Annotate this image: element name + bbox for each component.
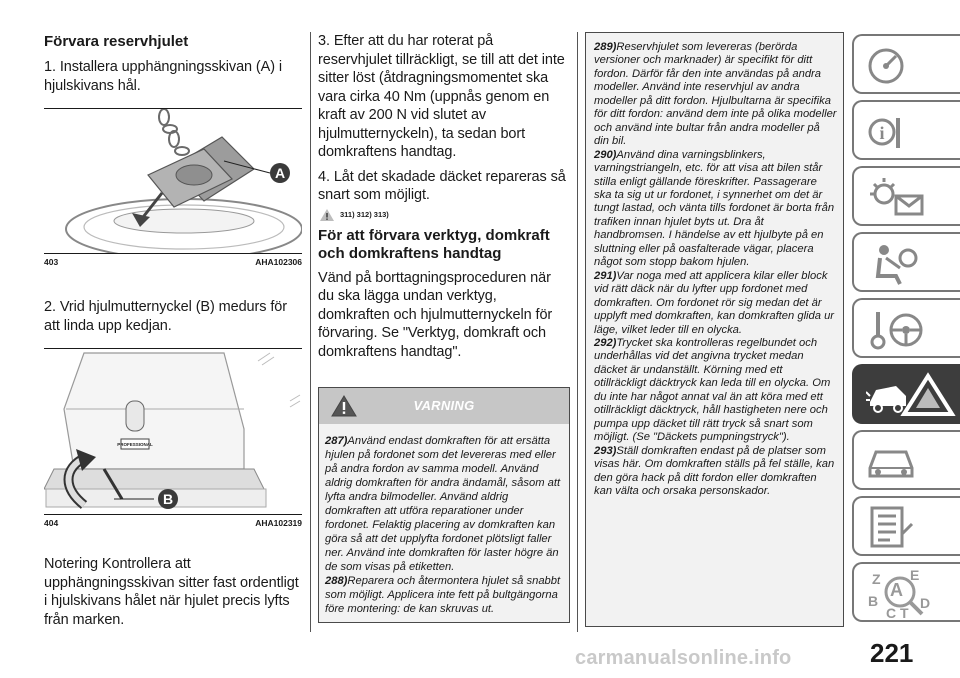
figure-code: AHA102306: [255, 257, 302, 267]
store-tools-text: Vänd på borttagningsproceduren när du ska lägga undan verktyg, domkraften och hjulmutternyckeln för förvaring. Se "Verktyg, domkraft och domkraftens handtag".: [318, 269, 553, 360]
figure-number: 404: [44, 518, 59, 528]
tab-information[interactable]: [852, 100, 960, 160]
note-number: 291): [594, 269, 617, 282]
column-divider: [310, 32, 311, 632]
watermark: carmanualsonline.info: [575, 647, 792, 669]
step-3-text: 3. Efter att du har roterat på reservhjulet tillräckligt, se till att det inte sitter löst (åtdragningsmomentet ska vara cirka 40 Nm (uppnås genom en kraft av 200 N vid slutet av hjulmutternyckeln), ta sedan bort domkraftens handtag.: [318, 33, 565, 160]
note-number: 288): [325, 575, 348, 587]
note-item-290: [594, 149, 837, 270]
figure-bottom-rule: [44, 253, 302, 254]
warning-title: VARNING: [413, 398, 475, 413]
warning-triangle-icon: [320, 209, 334, 221]
note-item-292: [594, 337, 837, 445]
seat-airbag-icon: [866, 240, 922, 286]
figure-bottom-rule: [44, 514, 302, 515]
step-4-text: 4. Låt det skadade däcket repareras så snart som möjligt.: [318, 168, 566, 203]
warning-body: [319, 424, 569, 622]
index-letter: C: [886, 605, 897, 621]
figure-404: [44, 349, 302, 514]
figure-label-b: B: [162, 491, 174, 507]
breakdown-warning-icon: [866, 372, 956, 418]
warning-header: [319, 388, 569, 424]
note-number: 287): [325, 435, 348, 447]
note-number: 293): [594, 444, 617, 457]
tab-lights[interactable]: [852, 166, 960, 226]
index-letter: E: [910, 567, 920, 583]
index-letter: Z: [872, 571, 881, 587]
svg-text:i: i: [879, 123, 885, 143]
warning-item-287: [325, 434, 563, 574]
page-number: 221: [870, 638, 914, 668]
figure-404-caption: [44, 518, 302, 528]
note-item-289: [594, 41, 837, 149]
badge-professional: PROFESSIONAL: [117, 442, 153, 447]
note-number: 289): [594, 41, 617, 53]
tab-technical-data[interactable]: [852, 496, 960, 556]
specs-list-icon: [866, 504, 918, 550]
car-service-icon: [866, 438, 918, 484]
note-text: Använd dina varningsblinkers, varningstriangeln, etc. för att visa att bilen står stilla enligt gällande föreskrifter. Passagerare ska ta sig ut ur fordonet, i synnerhet om det är tungt lastad, och vänta tills fordonet är borta från trafiken innan hjulet byts ut. Dra åt handbromsen. I händelse av ett hjulbyte på en sluttning eller på oasfalterade vägar, placera något som stopp bakom hjulen.: [594, 148, 835, 269]
step-1-text: 1. Installera upphängningsskivan (A) i hjulskivans hål.: [44, 59, 283, 94]
note-text: Notering Kontrollera att upphängningsskivan sitter fast ordentligt i hjulskivans hålet när hjulet precis lyfts från marken.: [44, 556, 299, 628]
warning-item-288: [325, 574, 563, 616]
section-heading-store-tools: För att förvara verktyg, domkraft och domkraftens handtag: [318, 226, 550, 262]
tab-maintenance[interactable]: [852, 430, 960, 490]
tab-dashboard[interactable]: [852, 34, 960, 94]
spare-wheel-plate-illustration: [44, 109, 302, 253]
left-column: [44, 0, 302, 629]
step-2-text: 2. Vrid hjulmutternyckel (B) medurs för att linda upp kedjan.: [44, 299, 287, 334]
note-text: Reservhjulet som levereras (berörda versioner och marknader) är specifikt för ditt fordon. Därför får den inte användas på andra modeller. Använd inte reservhjul av andra modeller på ditt fordon. Hjulbultarna är specifika för ditt fordon: använd dem inte på olika modeller och använd inte bultar från andra modeller på din bil.: [594, 41, 837, 148]
figure-number: 403: [44, 257, 59, 267]
index-letter: D: [920, 595, 931, 611]
car-dashboard-icon: [866, 42, 906, 88]
notes-body: [586, 33, 843, 502]
note-item-293: [594, 445, 837, 499]
info-key-icon: [866, 108, 910, 154]
tab-starting-driving[interactable]: [852, 298, 960, 358]
truck-rear-wrench-illustration: [44, 349, 302, 514]
figure-403: [44, 109, 302, 253]
tab-index[interactable]: [852, 562, 960, 622]
notes-box: [585, 32, 844, 627]
index-letter: T: [900, 605, 909, 621]
note-text: Reparera och återmontera hjulet så snabbt som möjligt. Applicera inte fett på bultgängorna före montering: de kan skruvas ut.: [325, 575, 561, 615]
note-number: 290): [594, 148, 617, 161]
note-text: Ställ domkraften endast på de platser som visas här. Om domkraften ställs på fel ställe, kan den göra hack på ditt fordon eller domkraften kan välta och orsaka personskador.: [594, 444, 835, 497]
index-letter: B: [868, 593, 879, 609]
warning-references: [320, 209, 570, 221]
tab-emergency[interactable]: [852, 364, 960, 424]
index-letters-icon: [866, 566, 952, 622]
middle-column: [318, 0, 570, 623]
column-divider: [577, 32, 578, 632]
note-text: Var noga med att applicera kilar eller block vid rätt däck när du lyfter upp fordonet med domkraften. Om fordonet rör sig medan det är upplyft med domkraften, kan domkraften glida ur läge, vilket leder till en olycka.: [594, 269, 835, 336]
steering-key-icon: [866, 306, 926, 352]
warning-box: [318, 387, 570, 623]
index-letter: A: [890, 580, 903, 600]
figure-label-a: A: [274, 165, 286, 181]
note-text: Trycket ska kontrolleras regelbundet och underhållas vid det angivna trycket medan däcket är undanställt. Körning med ett otillräckligt däcktryck kan leda till en olycka. Om du inte har något annat val än att köra med ett otillräckligt däcktryck, håll hastigheten nere och pumpa upp däcket till rätt tryck så snart som möjligt. (Se "Däckets pumpningstryck").: [594, 336, 831, 444]
figure-403-caption: [44, 257, 302, 267]
lights-mail-icon: [866, 174, 926, 220]
note-item-291: [594, 270, 837, 337]
note-text: Använd endast domkraften för att ersätta hjulen på fordonet som det levereras med eller på andra fordon av samma modell. Använd aldrig domkraften för andra ändamål, såsom att lyfta andra bilmodeller. Använd aldrig domkraften att utföra reparationer under fordonet. Felaktig placering av domkraften kan göra så att det upplyfta fordonet plötsligt faller ner. Använd inte domkraften för laster högre än de som visas på etiketten.: [325, 435, 561, 573]
reference-numbers: 311) 312) 313): [340, 210, 389, 219]
note-number: 292): [594, 336, 617, 349]
section-heading-store-spare: Förvara reservhjulet: [44, 33, 189, 50]
figure-code: AHA102319: [255, 518, 302, 528]
tab-safety[interactable]: [852, 232, 960, 292]
